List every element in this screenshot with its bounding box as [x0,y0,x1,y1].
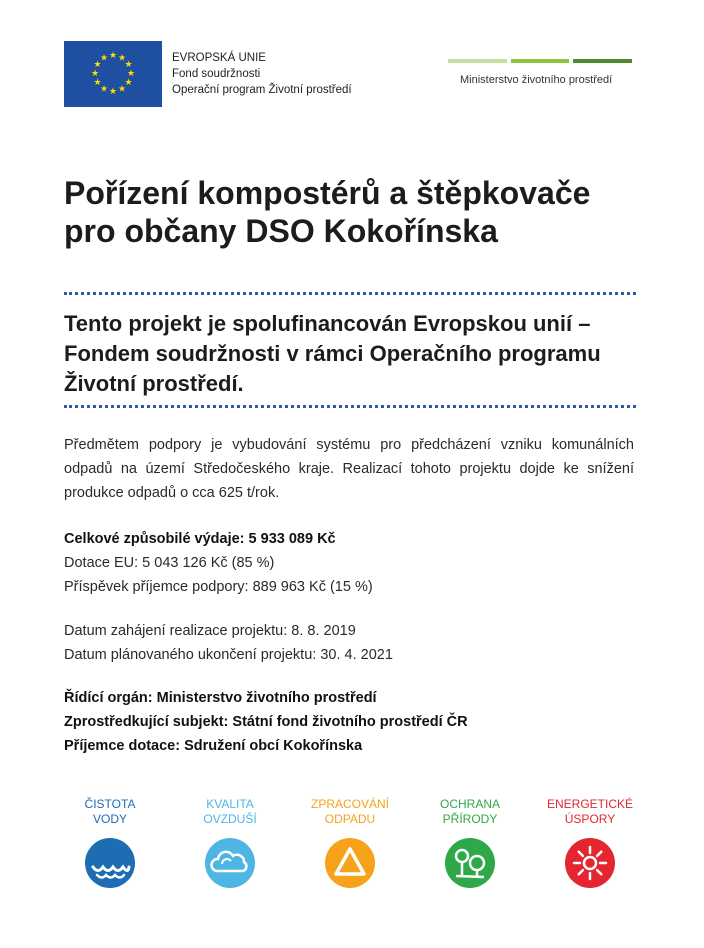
subtitle-line-2: Fondem soudržnosti v rámci Operačního programu [64,341,601,366]
svg-text:★: ★ [90,69,100,79]
icon-label-line1: OCHRANA [439,797,500,811]
page-title [64,174,644,250]
icon-label-line2: ODPADU [324,812,376,826]
svg-text:★: ★ [93,60,102,70]
ministry-logo [448,59,632,86]
icon-label-line1: ENERGETICKÉ [546,797,633,811]
water-icon [84,837,136,889]
funding-block [64,527,634,599]
title-line-2: pro občany DSO Kokořínska [64,213,498,249]
icon-label [170,797,290,829]
dotted-divider-bottom [64,405,636,408]
title-line-1: Pořízení kompostérů a štěpkovače [64,175,591,211]
icon-item-air [170,797,290,889]
svg-text:★: ★ [108,87,118,97]
cloud-icon [204,837,256,889]
recycle-triangle-icon [324,837,376,889]
svg-text:★: ★ [99,84,109,95]
eu-flag-logo [64,41,162,107]
trees-icon [444,837,496,889]
end-date: Datum plánovaného ukončení projektu: 30. 4. 2021 [64,647,393,663]
grant-recipient: Příjemce dotace: Sdružení obcí Kokořínska [64,738,363,754]
svg-text:★: ★ [126,69,136,79]
svg-text:★: ★ [99,53,109,64]
svg-text:★: ★ [117,84,127,95]
priority-icons-row [64,797,644,897]
svg-text:★: ★ [93,78,102,88]
eu-subsidy: Dotace EU: 5 043 126 Kč (85 %) [64,555,275,571]
icon-item-nature [410,797,530,889]
icon-label-line1: ČISTOTA [84,797,136,811]
icon-label [410,797,530,829]
ministry-name: Ministerstvo životního prostředí [460,74,613,86]
managing-authority: Řídící orgán: Ministerstvo životního prostředí [64,690,377,706]
ministry-bar [448,59,507,63]
subtitle-line-1: Tento projekt je spolufinancován Evropskou unií – [64,311,591,336]
intermediate-body: Zprostředkující subjekt: Státní fond životního prostředí ČR [64,714,468,730]
icon-label-line2: OVZDUŠÍ [203,812,257,826]
recipient-contribution: Příspěvek příjemce podpory: 889 963 Kč (15 %) [64,579,373,595]
ministry-bar [573,59,632,63]
bodies-block [64,686,634,758]
subtitle-line-3: Životní prostředí. [64,371,244,396]
funding-statement [64,309,644,399]
dates-block [64,619,634,667]
eu-line-3: Operační program Životní prostředí [172,84,352,96]
icon-item-waste [290,797,410,889]
icon-item-water [50,797,170,889]
start-date: Datum zahájení realizace projektu: 8. 8. 2019 [64,623,356,639]
ministry-color-bars [448,59,632,63]
total-eligible-costs: Celkové způsobilé výdaje: 5 933 089 Kč [64,531,336,547]
icon-label-line2: VODY [92,812,127,826]
dotted-divider-top [64,292,636,295]
icon-label [50,797,170,829]
eu-line-1: EVROPSKÁ UNIE [172,52,266,64]
svg-text:★: ★ [117,53,127,64]
ministry-bar [511,59,570,63]
icon-label [530,797,650,829]
icon-item-energy [530,797,650,889]
eu-stars-icon [64,41,162,107]
svg-text:★: ★ [108,51,118,61]
sun-icon [564,837,616,889]
project-description: Předmětem podpory je vybudování systému pro předcházení vzniku komunálních odpadů na území Středočeského kraje. Realizací tohoto projektu dojde ke snížení produkce odpadů o cca 625 t/rok. [64,437,634,501]
icon-label-line1: ZPRACOVÁNÍ [310,797,389,811]
icon-label-line2: PŘÍRODY [442,812,498,826]
icon-label [290,797,410,829]
icon-label-line2: ÚSPORY [564,812,616,826]
icon-label-line1: KVALITA [206,797,254,811]
eu-line-2: Fond soudržnosti [172,68,261,80]
svg-text:★: ★ [124,60,133,70]
eu-program-text [172,50,352,98]
svg-text:★: ★ [124,78,133,88]
